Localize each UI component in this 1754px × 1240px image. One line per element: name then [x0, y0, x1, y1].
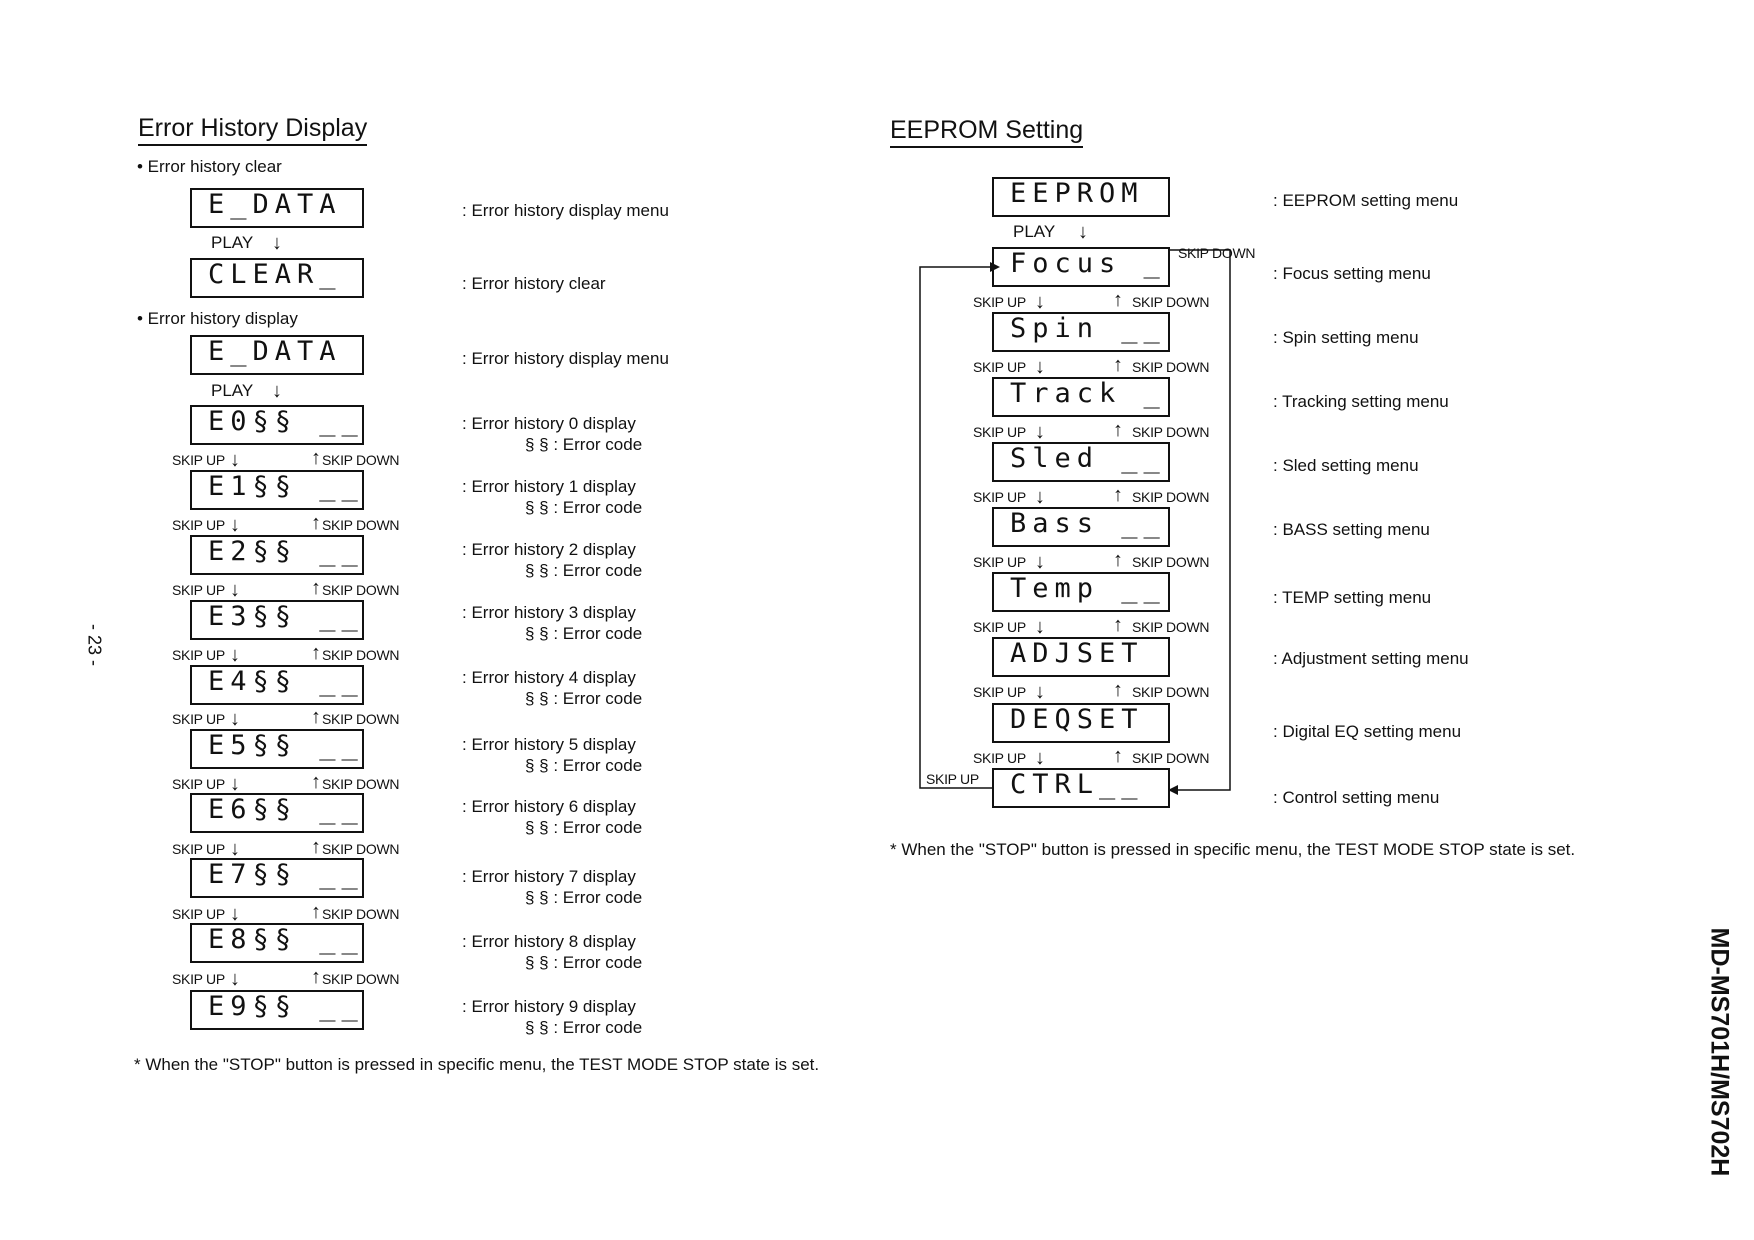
up-arrow-icon: ↑: [311, 836, 321, 858]
skip-up-label: SKIP UP: [973, 554, 1026, 570]
desc-error-history-2: : Error history 2 display § § : Error code: [462, 540, 643, 580]
skip-up-label: SKIP UP: [973, 489, 1026, 505]
down-arrow-icon: ↓: [1035, 356, 1045, 378]
skip-up-label: SKIP UP: [172, 711, 225, 727]
desc-error-history-9: : Error history 9 display § § : Error code: [462, 997, 643, 1037]
up-arrow-icon: ↑: [1113, 484, 1123, 506]
lcd-error-history-8: E8§§ __: [190, 923, 364, 963]
desc-error-history-1: : Error history 1 display § § : Error code: [462, 477, 643, 517]
skip-down-label: SKIP DOWN: [1132, 750, 1210, 766]
skip-down-loop-line: [1169, 250, 1230, 790]
desc-e-data-display: : Error history display menu: [462, 349, 669, 368]
skip-up-label: SKIP UP: [172, 776, 225, 792]
desc-error-history-6: : Error history 6 display § § : Error code: [462, 797, 643, 837]
lcd-error-history-9: E9§§ __: [190, 990, 364, 1030]
skip-down-label: SKIP DOWN: [322, 517, 400, 533]
page-number: - 23 -: [84, 623, 105, 667]
down-arrow-icon: ↓: [230, 838, 240, 860]
skip-up-label: SKIP UP: [973, 424, 1026, 440]
lcd-deqset: DEQSET: [992, 703, 1170, 743]
skip-down-label: SKIP DOWN: [1132, 359, 1210, 375]
eeprom-footnote: * When the "STOP" button is pressed in specific menu, the TEST MODE STOP state is set.: [890, 840, 1576, 859]
desc-track: : Tracking setting menu: [1273, 392, 1449, 411]
lcd-error-history-0: E0§§ __: [190, 405, 364, 445]
lcd-error-history-2: E2§§ __: [190, 535, 364, 575]
skip-down-label: SKIP DOWN: [322, 906, 400, 922]
model-number: MD-MS701H/MS702H: [1705, 927, 1734, 1177]
lcd-error-history-6: E6§§ __: [190, 793, 364, 833]
down-arrow-icon: ↓: [230, 449, 240, 471]
desc-ctrl: : Control setting menu: [1273, 788, 1440, 807]
lcd-e-data-display: E_DATA: [190, 335, 364, 375]
lcd-focus: Focus _: [992, 247, 1170, 287]
skip-down-label: SKIP DOWN: [1132, 294, 1210, 310]
skip-down-label: SKIP DOWN: [1132, 424, 1210, 440]
down-arrow-icon: ↓: [1035, 616, 1045, 638]
up-arrow-icon: ↑: [311, 901, 321, 923]
lcd-track: Track _: [992, 377, 1170, 417]
lcd-eeprom: EEPROM: [992, 177, 1170, 217]
down-arrow-icon: ↓: [272, 232, 282, 254]
down-arrow-icon: ↓: [230, 708, 240, 730]
skip-down-label: SKIP DOWN: [322, 776, 400, 792]
down-arrow-icon: ↓: [230, 903, 240, 925]
down-arrow-icon: ↓: [1035, 486, 1045, 508]
desc-adjset: : Adjustment setting menu: [1273, 649, 1469, 668]
skip-down-label: SKIP DOWN: [322, 711, 400, 727]
skip-down-label: SKIP DOWN: [1178, 245, 1256, 261]
desc-error-history-8: : Error history 8 display § § : Error code: [462, 932, 643, 972]
up-arrow-icon: ↑: [311, 512, 321, 534]
down-arrow-icon: ↓: [1035, 747, 1045, 769]
up-arrow-icon: ↑: [1113, 745, 1123, 767]
skip-up-label: SKIP UP: [172, 971, 225, 987]
desc-spin: : Spin setting menu: [1273, 328, 1419, 347]
lcd-adjset: ADJSET: [992, 637, 1170, 677]
desc-focus: : Focus setting menu: [1273, 264, 1431, 283]
skip-down-label: SKIP DOWN: [322, 582, 400, 598]
desc-deqset: : Digital EQ setting menu: [1273, 722, 1462, 741]
skip-down-label: SKIP DOWN: [1132, 619, 1210, 635]
down-arrow-icon: ↓: [1035, 551, 1045, 573]
skip-up-label: SKIP UP: [973, 359, 1026, 375]
lcd-error-history-5: E5§§ __: [190, 729, 364, 769]
desc-temp: : TEMP setting menu: [1273, 588, 1432, 607]
skip-up-label: SKIP UP: [172, 582, 225, 598]
down-arrow-icon: ↓: [1078, 221, 1088, 243]
desc-sled: : Sled setting menu: [1273, 456, 1419, 475]
up-arrow-icon: ↑: [1113, 614, 1123, 636]
error-history-display-bullet: • Error history display: [137, 309, 298, 328]
skip-down-label: SKIP DOWN: [1132, 489, 1210, 505]
skip-up-label: SKIP UP: [172, 841, 225, 857]
up-arrow-icon: ↑: [311, 966, 321, 988]
play-label: PLAY: [1013, 222, 1056, 241]
desc-clear: : Error history clear: [462, 274, 606, 293]
desc-error-history-4: : Error history 4 display § § : Error code: [462, 668, 643, 708]
skip-down-label: SKIP DOWN: [1132, 684, 1210, 700]
desc-error-history-7: : Error history 7 display § § : Error code: [462, 867, 643, 907]
up-arrow-icon: ↑: [1113, 354, 1123, 376]
down-arrow-icon: ↓: [230, 644, 240, 666]
up-arrow-icon: ↑: [311, 577, 321, 599]
desc-error-history-3: : Error history 3 display § § : Error code: [462, 603, 643, 643]
lcd-temp: Temp __: [992, 572, 1170, 612]
down-arrow-icon: ↓: [230, 968, 240, 990]
lcd-error-history-4: E4§§ __: [190, 665, 364, 705]
skip-up-label: SKIP UP: [172, 517, 225, 533]
skip-up-label: SKIP UP: [973, 750, 1026, 766]
skip-up-label: SKIP UP: [973, 294, 1026, 310]
skip-up-label: SKIP UP: [973, 619, 1026, 635]
desc-e-data-clear: : Error history display menu: [462, 201, 669, 220]
skip-up-label: SKIP UP: [172, 647, 225, 663]
play-label: PLAY: [211, 381, 254, 400]
skip-down-label: SKIP DOWN: [322, 452, 400, 468]
up-arrow-icon: ↑: [311, 771, 321, 793]
skip-down-label: SKIP DOWN: [322, 841, 400, 857]
lcd-error-history-1: E1§§ __: [190, 470, 364, 510]
lcd-e-data-clear: E_DATA: [190, 188, 364, 228]
error-history-footnote: * When the "STOP" button is pressed in specific menu, the TEST MODE STOP state is set.: [134, 1055, 820, 1074]
down-arrow-icon: ↓: [272, 380, 282, 402]
skip-up-label: SKIP UP: [926, 771, 979, 787]
lcd-sled: Sled __: [992, 442, 1170, 482]
up-arrow-icon: ↑: [311, 447, 321, 469]
lcd-bass: Bass __: [992, 507, 1170, 547]
up-arrow-icon: ↑: [311, 706, 321, 728]
skip-up-label: SKIP UP: [973, 684, 1026, 700]
lcd-error-history-3: E3§§ __: [190, 600, 364, 640]
lcd-error-history-7: E7§§ __: [190, 858, 364, 898]
skip-up-loop-line: [920, 267, 992, 788]
skip-down-label: SKIP DOWN: [1132, 554, 1210, 570]
skip-down-label: SKIP DOWN: [322, 647, 400, 663]
skip-up-label: SKIP UP: [172, 452, 225, 468]
desc-error-history-0: : Error history 0 display § § : Error code: [462, 414, 643, 454]
down-arrow-icon: ↓: [1035, 291, 1045, 313]
eeprom-title: EEPROM Setting: [890, 115, 1083, 148]
up-arrow-icon: ↑: [1113, 289, 1123, 311]
lcd-clear: CLEAR_: [190, 258, 364, 298]
up-arrow-icon: ↑: [311, 642, 321, 664]
skip-up-label: SKIP UP: [172, 906, 225, 922]
up-arrow-icon: ↑: [1113, 549, 1123, 571]
desc-error-history-5: : Error history 5 display § § : Error code: [462, 735, 643, 775]
error-history-clear-bullet: • Error history clear: [137, 157, 282, 176]
up-arrow-icon: ↑: [1113, 679, 1123, 701]
down-arrow-icon: ↓: [1035, 681, 1045, 703]
play-label: PLAY: [211, 233, 254, 252]
down-arrow-icon: ↓: [230, 773, 240, 795]
down-arrow-icon: ↓: [230, 579, 240, 601]
error-history-title: Error History Display: [138, 113, 367, 146]
lcd-ctrl: CTRL__: [992, 768, 1170, 808]
down-arrow-icon: ↓: [230, 514, 240, 536]
up-arrow-icon: ↑: [1113, 419, 1123, 441]
down-arrow-icon: ↓: [1035, 421, 1045, 443]
desc-bass: : BASS setting menu: [1273, 520, 1430, 539]
lcd-spin: Spin __: [992, 312, 1170, 352]
skip-down-label: SKIP DOWN: [322, 971, 400, 987]
desc-eeprom: : EEPROM setting menu: [1273, 191, 1459, 210]
